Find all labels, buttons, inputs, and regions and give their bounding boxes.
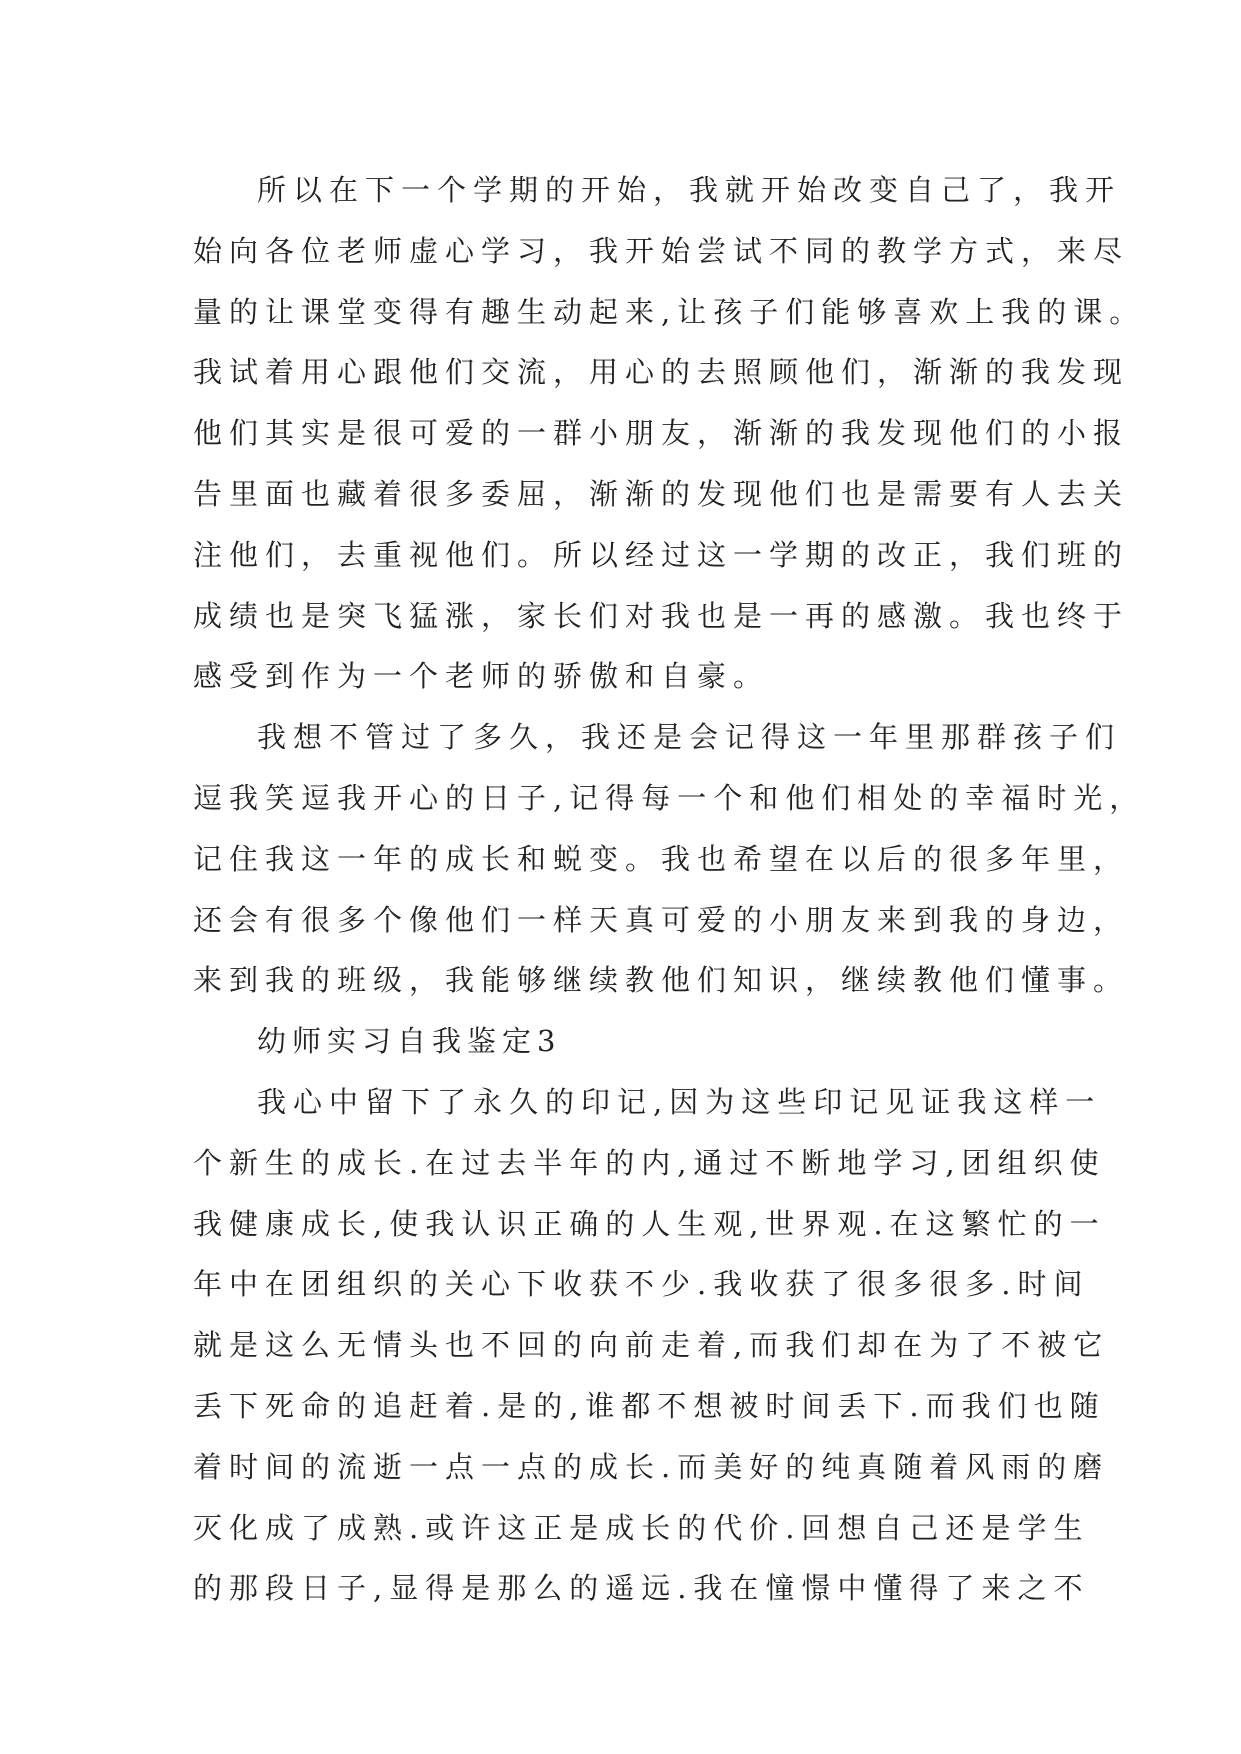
paragraph-line: 年中在团组织的关心下收获不少.我收获了很多很多.时间 [193, 1267, 1090, 1302]
paragraph-line: 我想不管过了多久，我还是会记得这一年里那群孩子们 [257, 720, 1122, 755]
paragraph-line: 他们其实是很可爱的一群小朋友，渐渐的我发现他们的小报 [193, 416, 1130, 451]
paragraph-line: 来到我的班级，我能够继续教他们知识，继续教他们懂事。 [193, 963, 1130, 998]
paragraph-line: 记住我这一年的成长和蜕变。我也希望在以后的很多年里， [193, 841, 1130, 876]
paragraph-line: 我试着用心跟他们交流，用心的去照顾他们，渐渐的我发现 [193, 355, 1130, 390]
paragraph-line: 我健康成长,使我认识正确的人生观,世界观.在这繁忙的一 [193, 1206, 1106, 1241]
paragraph-line: 还会有很多个像他们一样天真可爱的小朋友来到我的身边， [193, 902, 1130, 937]
paragraph-line: 灭化成了成熟.或许这正是成长的代价.回想自己还是学生 [193, 1510, 1090, 1545]
paragraph-line: 丢下死命的追赶着.是的,谁都不想被时间丢下.而我们也随 [193, 1388, 1106, 1423]
paragraph-line: 我心中留下了永久的印记,因为这些印记见证我这样一 [257, 1084, 1102, 1119]
paragraph-line: 所以在下一个学期的开始，我就开始改变自己了，我开 [257, 173, 1122, 207]
paragraph-line: 告里面也藏着很多委屈，渐渐的发现他们也是需要有人去关 [193, 476, 1130, 511]
section-title: 幼师实习自我鉴定3 [257, 1024, 562, 1059]
paragraph-line: 成绩也是突飞猛涨，家长们对我也是一再的感激。我也终于 [193, 598, 1130, 633]
document-body [193, 160, 1146, 1619]
paragraph-line: 注他们，去重视他们。所以经过这一学期的改正，我们班的 [193, 537, 1130, 572]
paragraph-line: 个新生的成长.在过去半年的内,通过不断地学习,团组织使 [193, 1145, 1106, 1180]
paragraph-line: 量的让课堂变得有趣生动起来,让孩子们能够喜欢上我的课。 [193, 294, 1146, 329]
paragraph-line: 着时间的流逝一点一点的成长.而美好的纯真随着风雨的磨 [193, 1449, 1110, 1484]
paragraph-line: 的那段日子,显得是那么的遥远.我在憧憬中懂得了来之不 [193, 1571, 1090, 1606]
paragraph-line: 始向各位老师虚心学习，我开始尝试不同的教学方式，来尽 [193, 233, 1130, 268]
paragraph-line: 就是这么无情头也不回的向前走着,而我们却在为了不被它 [193, 1328, 1110, 1363]
paragraph-line: 感受到作为一个老师的骄傲和自豪。 [193, 659, 770, 694]
paragraph-line: 逗我笑逗我开心的日子,记得每一个和他们相处的幸福时光， [193, 780, 1146, 815]
